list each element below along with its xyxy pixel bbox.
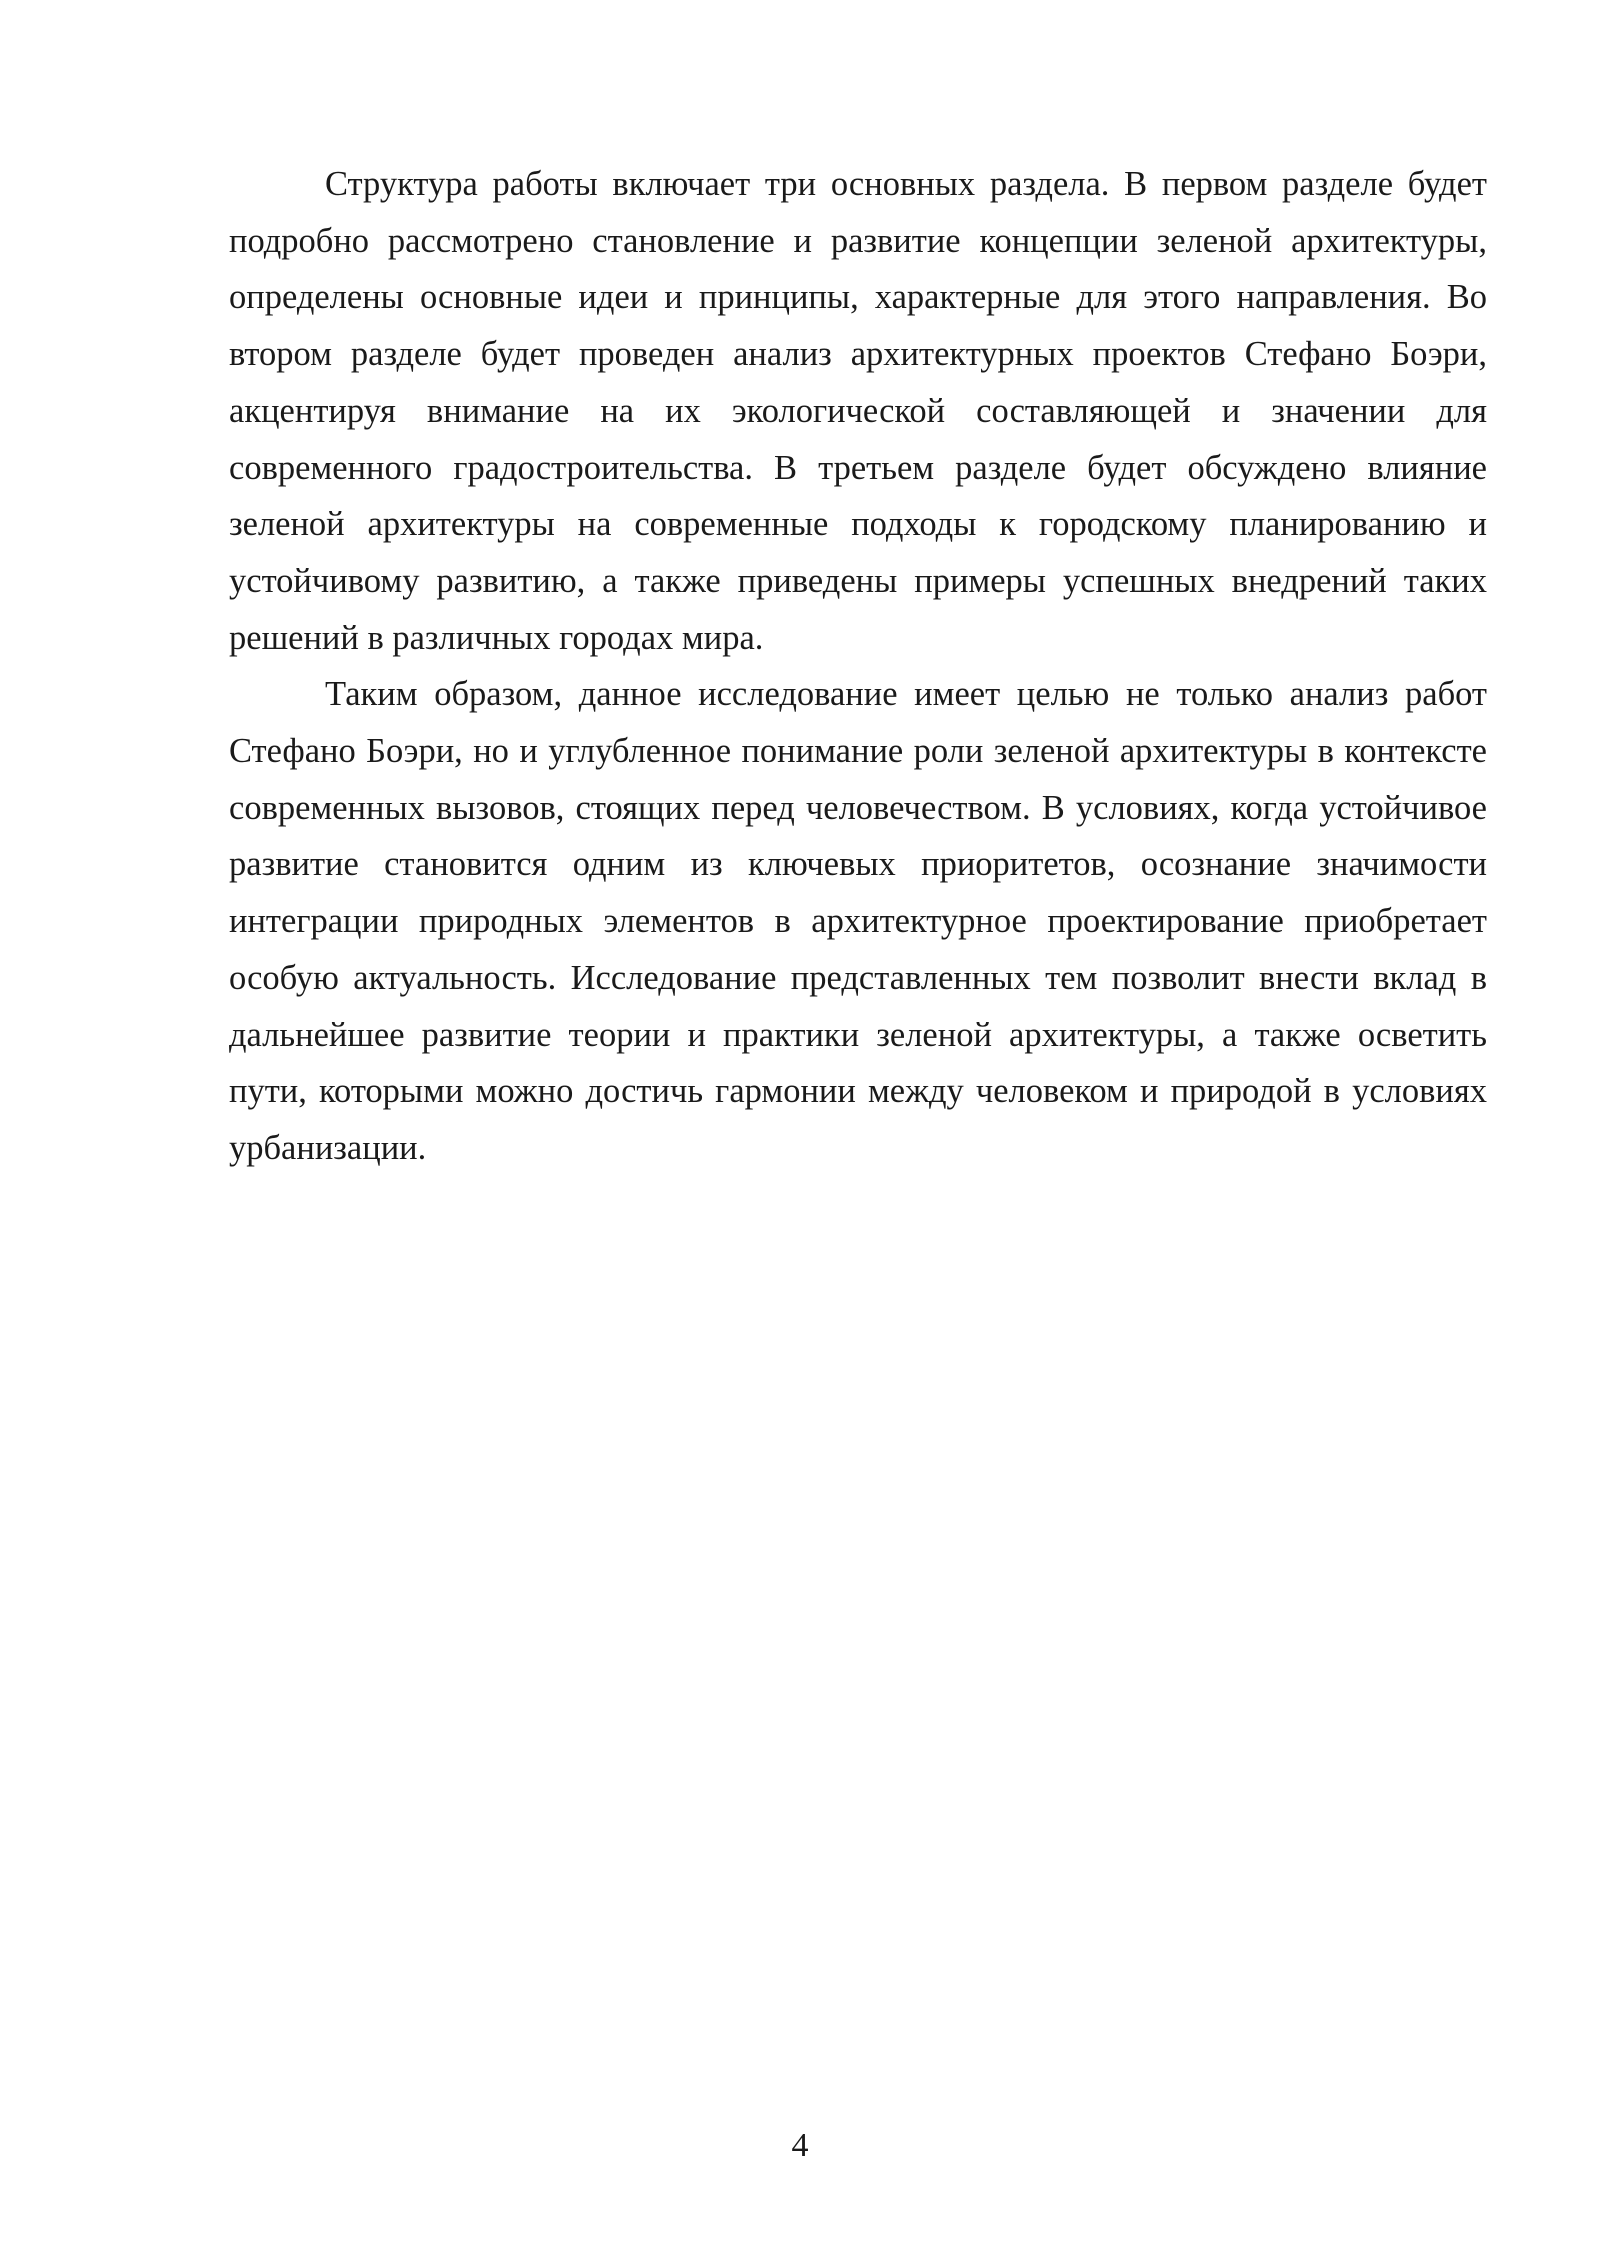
paragraph-structure: Структура работы включает три основных раздела. В первом разделе будет подробно рассмотрено становление и развитие концепции зеленой архитектуры, определены основные идеи и принципы, характерные для этого направления. Во втором разделе будет проведен анализ архитектурных проектов Стефано Боэри, акцентируя внимание на их экологической составляющей и значении для современного градостроительства. В третьем разделе будет обсуждено влияние зеленой архитектуры на современные подходы к городскому планированию и устойчивому развитию, а также приведены примеры успешных внедрений таких решений в различных городах мира. [229, 165, 1487, 657]
paragraph-conclusion: Таким образом, данное исследование имеет целью не только анализ работ Стефано Боэри, но и углубленное понимание роли зеленой архитектуры в контексте современных вызовов, стоящих перед человечеством. В условиях, когда устойчивое развитие становится одним из ключевых приоритетов, осознание значимости интеграции природных элементов в архитектурное проектирование приобретает особую актуальность. Исследование представленных тем позволит внести вклад в дальнейшее развитие теории и практики зеленой архитектуры, а также осветить пути, которыми можно достичь гармонии между человеком и природой в условиях урбанизации. [229, 675, 1487, 1167]
body-text [229, 156, 1487, 1177]
page-number: 4 [791, 2127, 809, 2164]
